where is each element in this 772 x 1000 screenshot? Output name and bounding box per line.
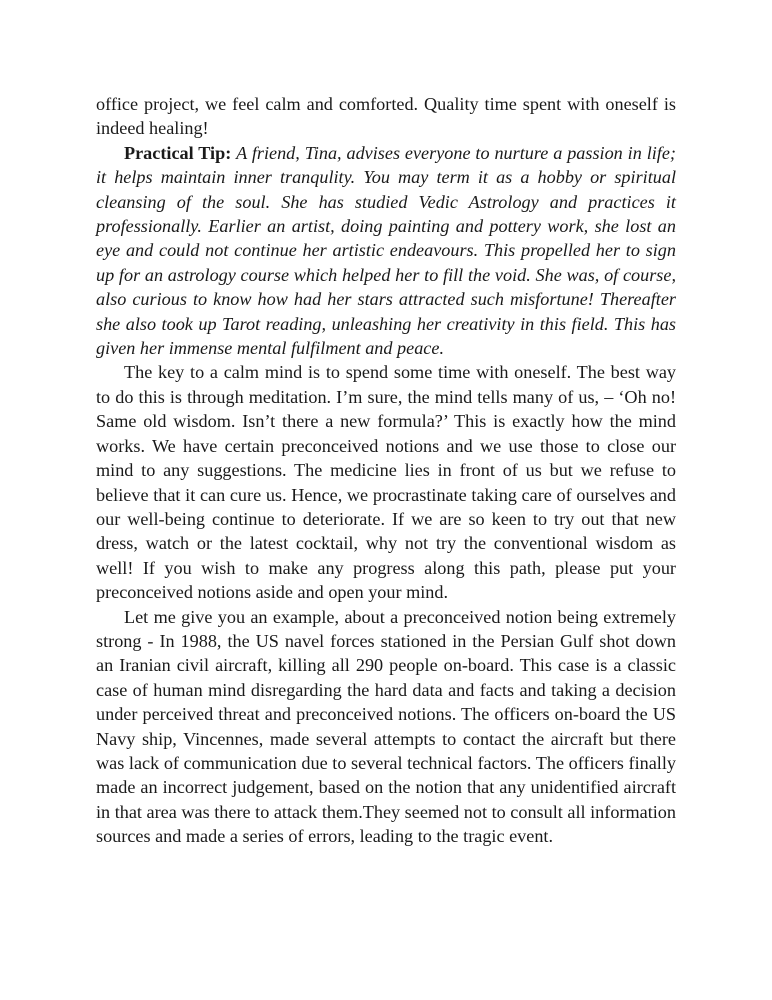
practical-tip-label: Practical Tip: <box>124 142 232 163</box>
practical-tip-text: A friend, Tina, advises everyone to nurture a passion in life; it helps maintain inner tranqulity. You may term it as a hobby or spiritual cleansing of the soul. She has studied Vedic Astrology and practices it professionally. Earlier an artist, doing painting and pottery work, she lost an eye and could not continue her artistic endeavours. This propelled her to sign up for an astrology course which helped her to fill the void. She was, of course, also curious to know how had her stars attracted such misfortune! Thereafter she also took up Tarot reading, unleashing her creativity in this field. This has given her immense mental fulfilment and peace. <box>96 142 676 359</box>
practical-tip-paragraph <box>96 141 676 361</box>
page-body <box>96 92 676 849</box>
paragraph-example: Let me give you an example, about a preconceived notion being extremely strong - In 1988, the US navel forces stationed in the Persian Gulf shot down an Iranian civil aircraft, killing all 290 people on-board. This case is a classic case of human mind disregarding the hard data and facts and taking a decision under perceived threat and preconceived notions. The officers on-board the US Navy ship, Vincennes, made several attempts to contact the aircraft but there was lack of communication due to several technical factors. The officers finally made an incorrect judgement, based on the notion that any unidentified aircraft in that area was there to attack them.They seemed not to consult all information sources and made a series of errors, leading to the tragic event. <box>96 606 676 847</box>
paragraph-continuation: office project, we feel calm and comforted. Quality time spent with oneself is indeed healing! <box>96 94 676 139</box>
paragraph-calm-mind: The key to a calm mind is to spend some time with oneself. The best way to do this is through meditation. I’m sure, the mind tells many of us, – ‘Oh no! Same old wisdom. Isn’t there a new formula?’ This is exactly how the mind works. We have certain preconceived notions and we use those to close our mind to any suggestions. The medicine lies in front of us but we refuse to believe that it can cure us. Hence, we procrastinate taking care of ourselves and our well-being continue to deteriorate. If we are so keen to try out that new dress, watch or the latest cocktail, why not try the conventional wisdom as well! If you wish to make any progress along this path, please put your preconceived notions aside and open your mind. <box>96 362 676 603</box>
